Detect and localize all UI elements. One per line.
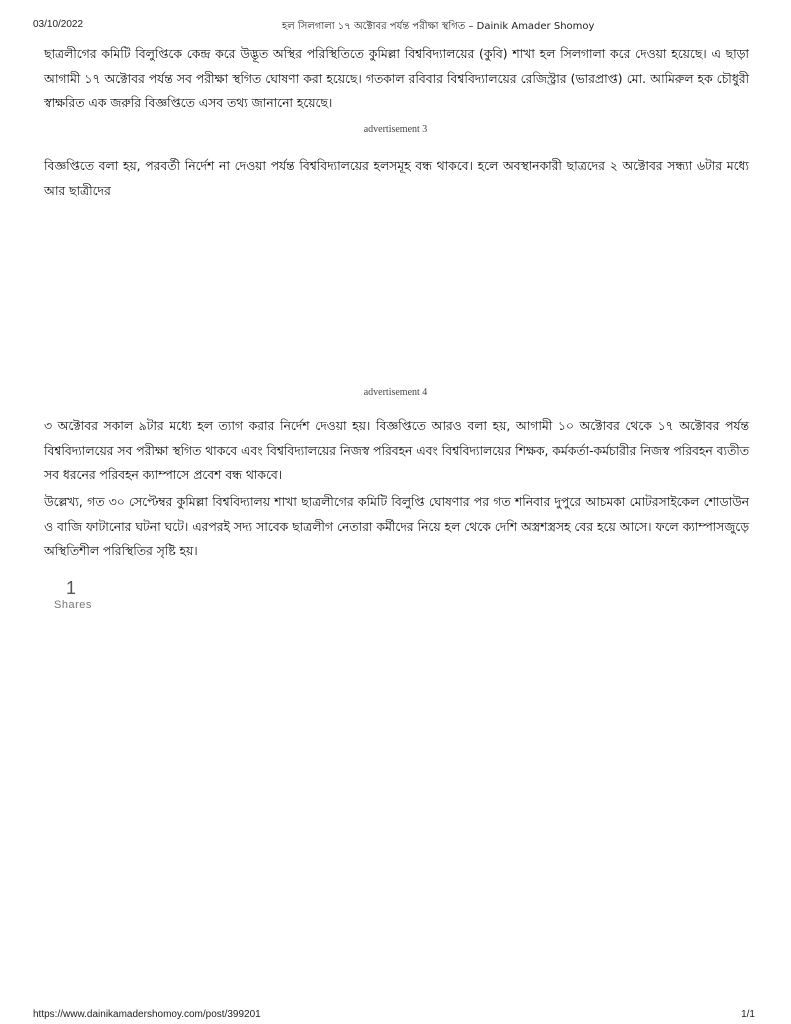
print-date: 03/10/2022 [33, 19, 84, 30]
share-count[interactable]: 1 [66, 578, 77, 598]
share-label[interactable]: Shares [54, 599, 92, 611]
article-paragraph-3: ৩ অক্টোবর সকাল ৯টার মধ্যে হল ত্যাগ করার নির্দেশ দেওয়া হয়। বিজ্ঞপ্তিতে আরও বলা হয়, আগামী ১০ অক্টোবর থেকে ১৭ অক্টোবর পর্যন্ত বিশ্ববিদ্যালয়ের সব পরীক্ষা স্থগিত থাকবে এবং বিশ্ববিদ্যালয়ের নিজস্ব পরিবহন এবং বিশ্ববিদ্যালয়ের শিক্ষক, কর্মকর্তা-কর্মচারীর নিজস্ব পরিবহন ব্যতীত সব ধরনের পরিবহন ক্যাম্পাসে প্রবেশ বন্ধ থাকবে। [44, 419, 749, 482]
advertisement-label-4: advertisement 4 [363, 387, 428, 398]
article-paragraph-4: উল্লেখ্য, গত ৩০ সেপ্টেম্বর কুমিল্লা বিশ্ববিদ্যালয় শাখা ছাত্রলীগের কমিটি বিলুপ্তি ঘোষণার পর গত শনিবার দুপুরে আচমকা মোটরসাইকেল শোডাউন ও বাজি ফাটানোর ঘটনা ঘটে। এরপরই সদ্য সাবেক ছাত্রলীগ নেতারা কর্মীদের নিয়ে হল থেকে দেশি অস্ত্রশস্ত্রসহ বের হয়ে আসে। ফলে ক্যাম্পাসজুড়ে অস্থিতিশীল পরিস্থিতির সৃষ্টি হয়। [44, 495, 749, 558]
footer-url[interactable]: https://www.dainikamadershomoy.com/post/399201 [33, 1009, 261, 1020]
advertisement-label-3: advertisement 3 [363, 124, 428, 135]
article-paragraph-2: বিজ্ঞপ্তিতে বলা হয়, পরবর্তী নির্দেশ না দেওয়া পর্যন্ত বিশ্ববিদ্যালয়ের হলসমূহ বন্ধ থাকবে। হলে অবস্থানকারী ছাত্রদের ২ অক্টোবর সন্ধ্যা ৬টার মধ্যে আর ছাত্রীদের [44, 159, 749, 198]
page-number: 1/1 [741, 1009, 755, 1020]
page-title: হল সিলগালা ১৭ অক্টোবর পর্যন্ত পরীক্ষা স্থগিত – Dainik Amader Shomoy [282, 21, 595, 32]
article-paragraph-1: ছাত্রলীগের কমিটি বিলুপ্তিকে কেন্দ্র করে উদ্ভূত অস্থির পরিস্থিতিতে কুমিল্লা বিশ্ববিদ্যালয়ের (কুবি) শাখা হল সিলগালা করে দেওয়া হয়েছে। এ ছাড়া আগামী ১৭ অক্টোবর পর্যন্ত সব পরীক্ষা স্থগিত ঘোষণা করা হয়েছে। গতকাল রবিবার বিশ্ববিদ্যালয়ের রেজিস্ট্রার (ভারপ্রাপ্ত) মো. আমিরুল হক চৌধুরী স্বাক্ষরিত এক জরুরি বিজ্ঞপ্তিতে এসব তথ্য জানানো হয়েছে। [44, 47, 750, 110]
